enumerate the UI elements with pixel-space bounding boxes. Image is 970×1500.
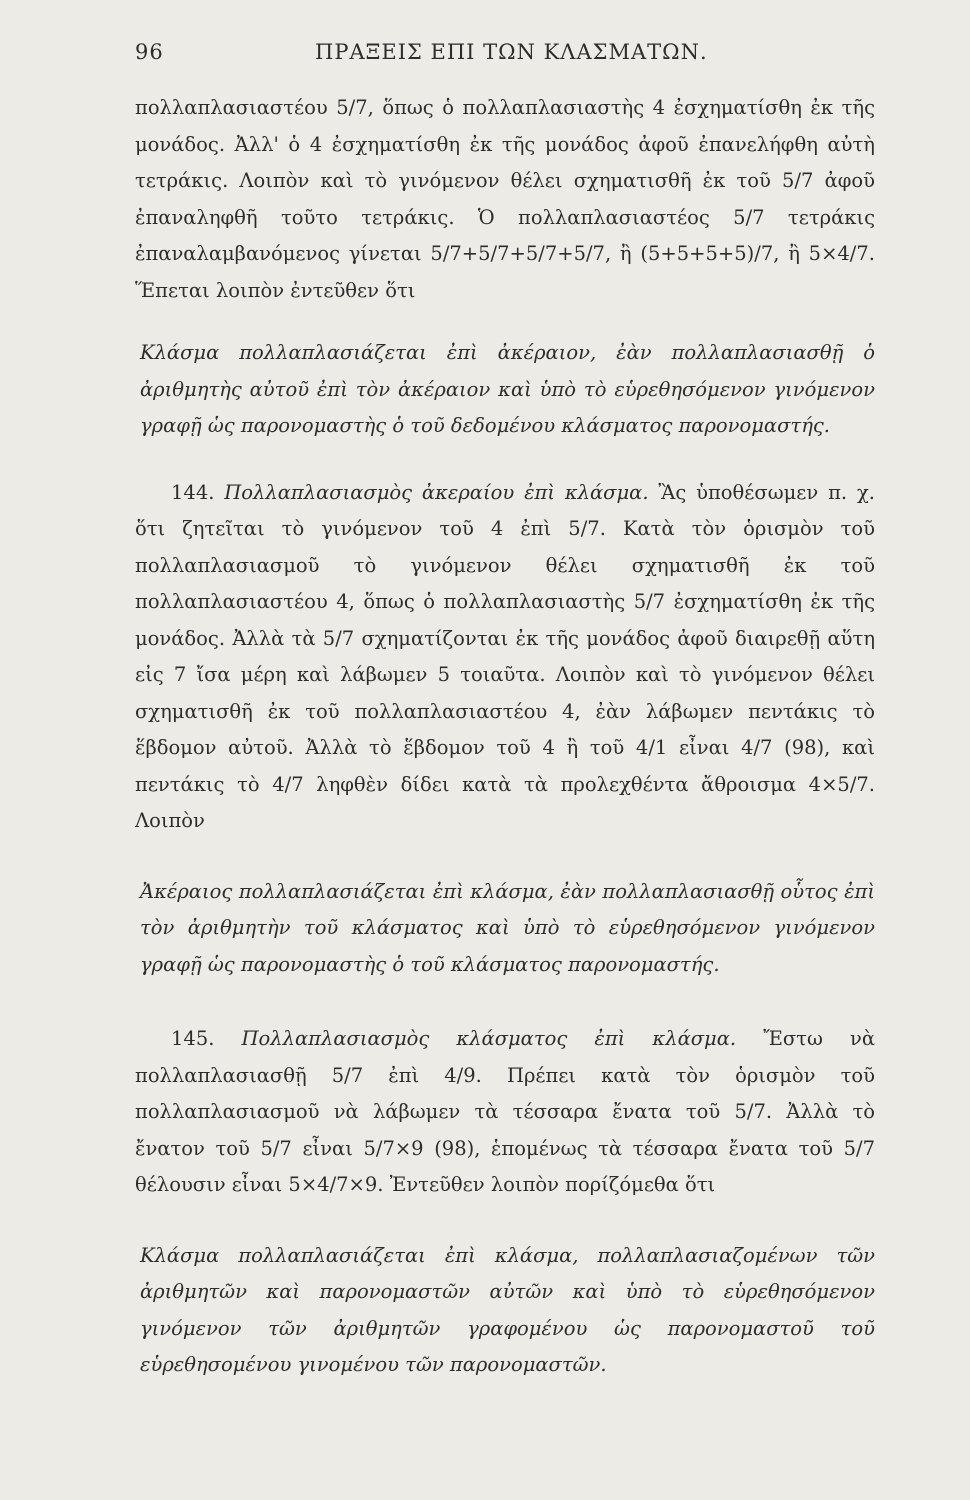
page-header xyxy=(135,40,875,90)
page-number: 96 xyxy=(135,40,164,64)
rule-fraction-times-integer: Κλάσμα πολλαπλασιάζεται ἐπὶ ἀκέραιον, ἐὰν πολλαπλασιασθῇ ὁ ἀριθμητὴς αὐτοῦ ἐπὶ τὸν ἀκέραιον καὶ ὑπὸ τὸ εὑρεθησόμενον γινόμενον γραφῇ ὡς παρονομαστὴς ὁ τοῦ δεδομένου κλάσματος παρονομαστής. xyxy=(140,341,875,437)
section-145 xyxy=(135,1021,875,1204)
rule-integer-times-fraction: Ἀκέραιος πολλαπλασιάζεται ἐπὶ κλάσμα, ἐὰν πολλαπλασιασθῇ οὗτος ἐπὶ τὸν ἀριθμητὴν τοῦ κλάσματος καὶ ὑπὸ τὸ εὑρεθησόμενον γινόμενον γραφῇ ὡς παρονομαστὴς ὁ τοῦ κλάσματος παρονομαστής. xyxy=(140,879,875,976)
section-145-body: Ἔστω νὰ πολλαπλασιασθῇ 5/7 ἐπὶ 4/9. Πρέπει κατὰ τὸν ὁρισμὸν τοῦ πολλαπλασιασμοῦ νὰ λάβωμεν τὰ τέσσαρα ἔνατα τοῦ 5/7. Ἀλλὰ τὸ ἔνατον τοῦ 5/7 εἶναι 5/7×9 (98), ἑπομένως τὰ τέσσαρα ἔνατα τοῦ 5/7 θέλουσιν εἶναι 5×4/7×9. Ἐντεῦθεν λοιπὸν πορίζόμεθα ὅτι xyxy=(135,1027,875,1196)
intro-paragraph: πολλαπλασιαστέου 5/7, ὅπως ὁ πολλαπλασιαστὴς 4 ἐσχηματίσθη ἐκ τῆς μονάδος. Ἀλλ' ὁ 4 ἐσχηματίσθη ἐκ τῆς μονάδος ἀφοῦ ἐπανελήφθη αὐτὴ τετράκις. Λοιπὸν καὶ τὸ γινόμενον θέλει σχηματισθῆ ἐκ τοῦ 5/7 ἀφοῦ ἐπαναληφθῆ τοῦτο τετράκις. Ὁ πολλαπλασιαστέος 5/7 τετράκις ἐπαναλαμβανόμενος γίνεται 5/7+5/7+5/7+5/7, ἢ (5+5+5+5)/7, ἢ 5×4/7. Ἕπεται λοιπὸν ἐντεῦθεν ὅτι xyxy=(135,96,875,302)
section-144 xyxy=(135,475,875,840)
section-144-number: 144. xyxy=(171,480,215,504)
section-144-heading: Πολλαπλασιασμὸς ἀκεραίου ἐπὶ κλάσμα. xyxy=(224,480,649,504)
section-145-heading: Πολλαπλασιασμὸς κλάσματος ἐπὶ κλάσμα. xyxy=(241,1027,737,1050)
running-title: ΠΡΑΞΕΙΣ ΕΠΙ ΤΩΝ ΚΛΑΣΜΑΤΩΝ. xyxy=(315,40,708,64)
section-144-body: Ἂς ὑποθέσωμεν π. χ. ὅτι ζητεῖται τὸ γινόμενον τοῦ 4 ἐπὶ 5/7. Κατὰ τὸν ὁρισμὸν τοῦ πολλαπλασιασμοῦ τὸ γινόμενον θέλει σχηματισθῆ ἐκ τοῦ πολλαπλασιαστέου 4, ὅπως ὁ πολλαπλασιαστὴς 5/7 ἐσχηματίσθη ἐκ τῆς μονάδος. Ἀλλὰ τὰ 5/7 σχηματίζονται ἐκ τῆς μονάδος ἀφοῦ διαιρεθῇ αὕτη εἰς 7 ἴσα μέρη καὶ λάβωμεν 5 τοιαῦτα. Λοιπὸν καὶ τὸ γινόμενον θέλει σχηματισθῆ ἐκ τοῦ πολλαπλασιαστέου 4, ἐὰν λάβωμεν πεντάκις τὸ ἕβδομον αὐτοῦ. Ἀλλὰ τὸ ἕβδομον τοῦ 4 ἢ τοῦ 4/1 εἶναι 4/7 (98), καὶ πεντάκις τὸ 4/7 ληφθὲν δίδει κατὰ τὰ προλεχθέντα ἄθροισμα 4×5/7. Λοιπὸν xyxy=(135,480,875,832)
rule-fraction-times-fraction: Κλάσμα πολλαπλασιάζεται ἐπὶ κλάσμα, πολλαπλασιαζομένων τῶν ἀριθμητῶν καὶ παρονομαστῶν αὐτῶν καὶ ὑπὸ τὸ εὑρεθησόμενον γινόμενον τῶν ἀριθμητῶν γραφομένου ὡς παρονομαστοῦ τοῦ εὑρεθησομένου γινομένου τῶν παρονομαστῶν. xyxy=(140,1243,875,1376)
section-145-number: 145. xyxy=(171,1027,215,1050)
